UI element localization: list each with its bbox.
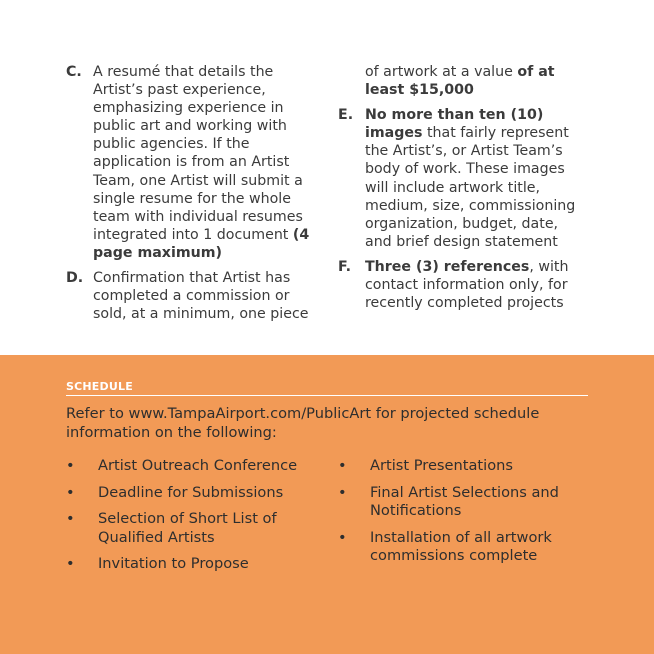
requirement-emphasis: Three (3) references [365,258,530,275]
requirement-emphasis: (4 page maximum) [93,226,310,261]
bullet-icon: • [66,510,75,527]
bullet-icon: • [338,528,347,546]
schedule-list-right [338,457,588,574]
requirement-letter: E. [338,107,354,124]
requirement-text: A resumé that details the Artist’s past experience, emphasizing experience in public art and working with public agencies. If the application is from an Artist Team, one Artist will submit a single resume for the whole team with individual resumes integrated into 1 document [93,64,303,243]
requirements-left-column [66,63,318,330]
schedule-list-left [66,457,316,582]
bullet-icon: • [66,483,75,501]
bullet-icon: • [338,483,347,501]
requirement-letter: F. [338,258,351,275]
requirement-c [66,63,318,262]
requirement-text: Confirmation that Artist has completed a commission or sold, at a minimum, one piece [93,270,309,323]
schedule-item-label: Installation of all artwork commissions complete [370,528,552,564]
schedule-item-label: Invitation to Propose [98,555,249,572]
schedule-item [66,457,316,476]
schedule-item [338,484,588,521]
bullet-icon: • [338,457,347,474]
requirement-letter: D. [66,270,84,287]
schedule-intro: Refer to www.TampaAirport.com/PublicArt for projected schedule information on the following: [66,405,540,441]
schedule-title: SCHEDULE [66,380,133,393]
requirement-emphasis: of at least $15,000 [365,64,555,99]
schedule-item [66,555,316,574]
schedule-item-label: Deadline for Submissions [98,483,284,501]
requirement-text: that fairly represent the Artist’s, or Artist Team’s body of work. These images will include artwork title, medium, size, commissioning organization, budget, date, and brief design statement [365,125,576,250]
requirement-d-continued [338,63,586,99]
requirements-right-column [338,63,586,319]
requirement-text: , with contact information only, for recently completed projects [365,258,569,312]
requirement-letter: C. [66,64,82,80]
schedule-section [0,355,654,654]
schedule-item-label: Artist Presentations [370,457,513,474]
schedule-item [66,510,316,547]
schedule-item-label: Final Artist Selections and Notifications [370,483,559,519]
schedule-item [338,529,588,566]
requirement-e [338,106,586,251]
requirement-emphasis: No more than ten (10) images [365,107,544,142]
schedule-item-label: Selection of Short List of Qualified Artists [98,510,277,546]
bullet-icon: • [66,457,75,474]
schedule-item [66,484,316,503]
requirement-d [66,269,318,323]
requirement-text: of artwork at a value [365,64,518,80]
schedule-item-label: Artist Outreach Conference [98,457,298,474]
schedule-item [338,457,588,476]
bullet-icon: • [66,555,75,572]
schedule-divider [66,395,588,396]
requirement-f [338,258,586,312]
